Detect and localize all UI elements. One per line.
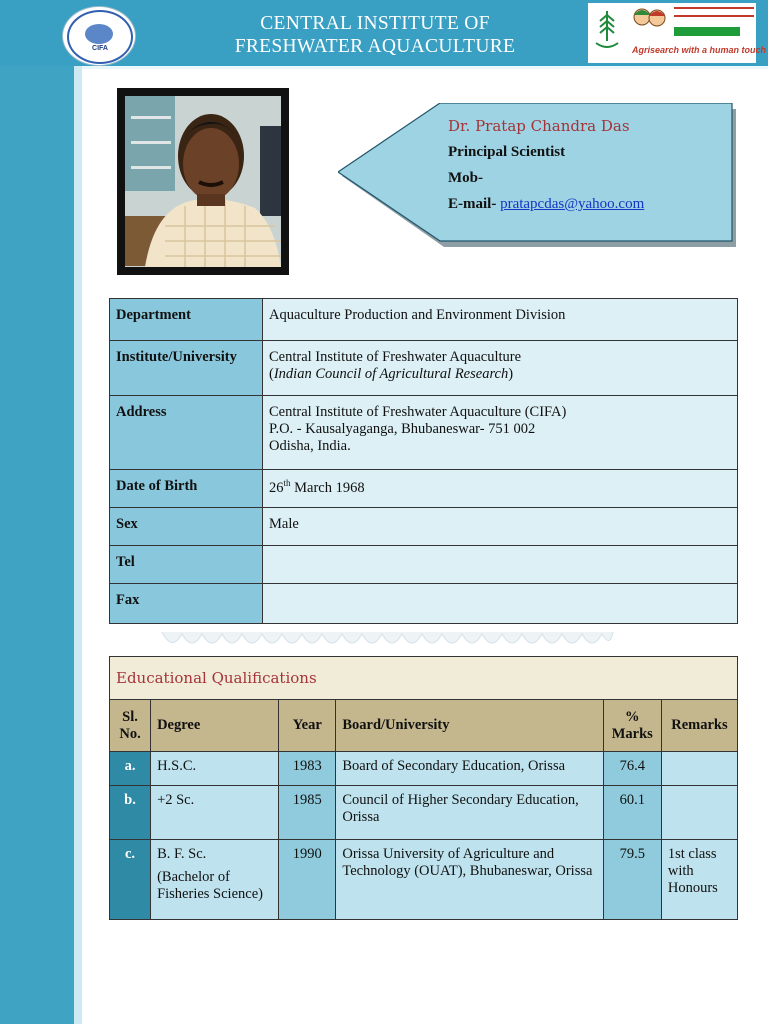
row-year: 1990: [279, 840, 336, 920]
row-marks: 60.1: [603, 786, 661, 840]
table-row: [110, 584, 738, 624]
header-remarks: Remarks: [661, 700, 737, 752]
profile-photo-frame: [117, 88, 289, 275]
page-title: [170, 12, 580, 58]
profile-name: Dr. Pratap Chandra Das: [448, 117, 630, 135]
profile-mobile: [448, 170, 738, 187]
table-row: [110, 840, 738, 920]
table-row: [110, 299, 738, 341]
education-header-row: [110, 700, 738, 752]
institute-line-1: Central Institute of Freshwater Aquaculture: [269, 349, 522, 365]
header-degree: Degree: [151, 700, 279, 752]
row-marks: 79.5: [603, 840, 661, 920]
tel-value: [263, 546, 738, 584]
address-line-3: Odisha, India.: [269, 438, 351, 454]
address-line-2: P.O. - Kausalyaganga, Bhubaneswar- 751 002: [269, 421, 536, 437]
portrait-image: [125, 96, 281, 267]
left-side-band: [0, 0, 74, 1024]
dob-value: 26th March 1968: [263, 470, 738, 508]
row-degree: B. F. Sc. (Bachelor of Fisheries Science): [151, 840, 279, 920]
header-divider: [82, 66, 768, 69]
department-label: Department: [110, 299, 263, 341]
row-marks: 76.4: [603, 752, 661, 786]
cifa-logo-text: CIFA: [92, 45, 108, 52]
header-slno: Sl. No.: [110, 700, 151, 752]
address-value: [263, 396, 738, 470]
tel-label: Tel: [110, 546, 263, 584]
wheat-icon: [592, 7, 622, 53]
row-degree-full: (Bachelor of Fisheries Science): [157, 869, 263, 902]
table-row: [110, 786, 738, 840]
row-board: Board of Secondary Education, Orissa: [336, 752, 603, 786]
decorative-wave: [160, 626, 615, 654]
row-slno: a.: [110, 752, 151, 786]
header-marks: % Marks: [603, 700, 661, 752]
row-board: Council of Higher Secondary Education, Orissa: [336, 786, 603, 840]
fax-label: Fax: [110, 584, 263, 624]
email-label: E-mail-: [448, 196, 497, 212]
email-link[interactable]: pratapcdas@yahoo.com: [500, 196, 645, 212]
details-table: [109, 298, 738, 624]
header-board: Board/University: [336, 700, 603, 752]
institute-parent: Indian Council of Agricultural Research: [273, 366, 509, 382]
table-row: [110, 508, 738, 546]
row-year: 1985: [279, 786, 336, 840]
title-line-2: FRESHWATER AQUACULTURE: [234, 36, 516, 57]
cifa-logo: [62, 6, 136, 66]
left-side-band-light: [74, 0, 82, 1024]
title-line-1: CENTRAL INSTITUTE OF: [260, 13, 490, 34]
profile-designation: Principal Scientist: [448, 144, 566, 160]
row-remarks: [661, 752, 737, 786]
department-value: Aquaculture Production and Environment Division: [263, 299, 738, 341]
row-remarks: [661, 786, 737, 840]
table-row: [110, 470, 738, 508]
address-line-1: Central Institute of Freshwater Aquaculture (CIFA): [269, 404, 567, 420]
row-degree: H.S.C.: [151, 752, 279, 786]
institute-value: Central Institute of Freshwater Aquaculture (Indian Council of Agricultural Research): [263, 341, 738, 396]
dob-label: Date of Birth: [110, 470, 263, 508]
profile-email: [448, 196, 738, 213]
profile-callout: [338, 103, 738, 249]
icar-motto: Agrisearch with a human touch: [632, 45, 767, 55]
table-row: [110, 546, 738, 584]
row-remarks: 1st class with Honours: [661, 840, 737, 920]
table-row: [110, 341, 738, 396]
education-title: Educational Qualifications: [110, 657, 738, 700]
row-board: Orissa University of Agriculture and Technology (OUAT), Bhubaneswar, Orissa: [336, 840, 603, 920]
institute-label: Institute/University: [110, 341, 263, 396]
header-year: Year: [279, 700, 336, 752]
row-year: 1983: [279, 752, 336, 786]
sex-value: Male: [263, 508, 738, 546]
fax-value: [263, 584, 738, 624]
icar-logo: [588, 3, 767, 63]
address-label: Address: [110, 396, 263, 470]
row-slno: b.: [110, 786, 151, 840]
profile-photo: [125, 96, 281, 267]
table-row: [110, 752, 738, 786]
row-degree: +2 Sc.: [151, 786, 279, 840]
row-slno: c.: [110, 840, 151, 920]
sex-label: Sex: [110, 508, 263, 546]
farmers-icon: [630, 5, 668, 39]
education-table: [109, 656, 738, 920]
table-row: [110, 396, 738, 470]
mobile-label: Mob-: [448, 170, 483, 186]
page-header: [0, 0, 768, 66]
